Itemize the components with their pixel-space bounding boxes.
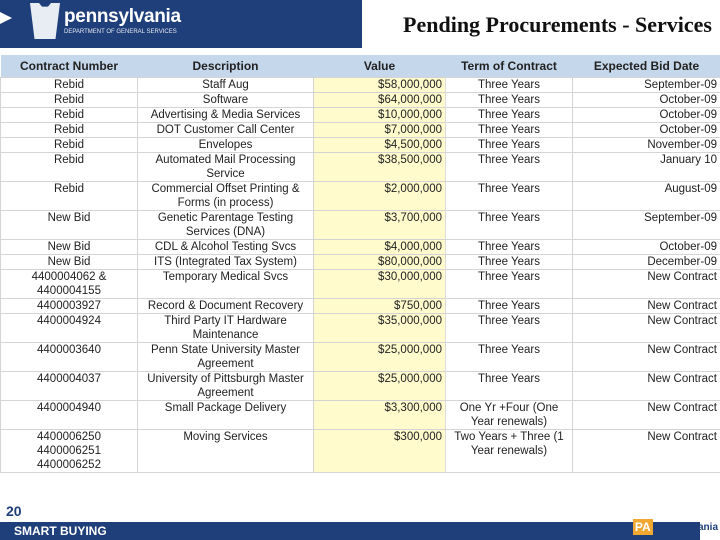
term-cell: Three Years: [446, 342, 573, 371]
description-cell: Staff Aug: [138, 77, 314, 92]
term-cell: Three Years: [446, 313, 573, 342]
bid-date-cell: October-09: [573, 239, 720, 254]
bid-date-cell: November-09: [573, 137, 720, 152]
table-row: [1, 122, 720, 137]
contract-number-cell: 4400004924: [1, 313, 138, 342]
term-cell: One Yr +Four (One Year renewals): [446, 400, 573, 429]
value-cell: $64,000,000: [314, 92, 446, 107]
description-cell: DOT Customer Call Center: [138, 122, 314, 137]
contract-number-cell: Rebid: [1, 152, 138, 181]
description-cell: Temporary Medical Svcs: [138, 269, 314, 298]
bid-date-cell: New Contract: [573, 313, 720, 342]
description-cell: Commercial Offset Printing & Forms (in process): [138, 181, 314, 210]
contract-number-cell: New Bid: [1, 210, 138, 239]
value-cell: $80,000,000: [314, 254, 446, 269]
term-cell: Three Years: [446, 371, 573, 400]
contract-number-cell: Rebid: [1, 107, 138, 122]
bid-date-cell: October-09: [573, 122, 720, 137]
column-header: Expected Bid Date: [573, 55, 720, 77]
description-cell: Genetic Parentage Testing Services (DNA): [138, 210, 314, 239]
bid-date-cell: September-09: [573, 77, 720, 92]
value-cell: $38,500,000: [314, 152, 446, 181]
table-row: [1, 269, 720, 298]
description-cell: Software: [138, 92, 314, 107]
term-cell: Three Years: [446, 210, 573, 239]
description-cell: ITS (Integrated Tax System): [138, 254, 314, 269]
term-cell: Three Years: [446, 152, 573, 181]
table-row: [1, 107, 720, 122]
table-row: [1, 298, 720, 313]
column-header: Description: [138, 55, 314, 77]
column-header: Value: [314, 55, 446, 77]
column-header: Term of Contract: [446, 55, 573, 77]
term-cell: Three Years: [446, 137, 573, 152]
table-row: [1, 137, 720, 152]
contract-number-cell: Rebid: [1, 181, 138, 210]
contract-number-cell: Rebid: [1, 77, 138, 92]
term-cell: Three Years: [446, 122, 573, 137]
value-cell: $750,000: [314, 298, 446, 313]
column-header: Contract Number: [1, 55, 138, 77]
description-cell: Moving Services: [138, 429, 314, 472]
value-cell: $35,000,000: [314, 313, 446, 342]
description-cell: Record & Document Recovery: [138, 298, 314, 313]
term-cell: Three Years: [446, 254, 573, 269]
term-cell: Three Years: [446, 239, 573, 254]
bid-date-cell: October-09: [573, 107, 720, 122]
value-cell: $25,000,000: [314, 342, 446, 371]
description-cell: Automated Mail Processing Service: [138, 152, 314, 181]
value-cell: $10,000,000: [314, 107, 446, 122]
table-row: [1, 152, 720, 181]
arrow-icon: [0, 12, 12, 24]
footer-label: SMART BUYING: [14, 524, 107, 538]
contract-number-cell: Rebid: [1, 137, 138, 152]
value-cell: $7,000,000: [314, 122, 446, 137]
table-row: [1, 371, 720, 400]
bid-date-cell: August-09: [573, 181, 720, 210]
description-cell: Small Package Delivery: [138, 400, 314, 429]
department-name: DEPARTMENT OF GENERAL SERVICES: [64, 29, 177, 35]
page-number: 20: [6, 503, 22, 519]
value-cell: $58,000,000: [314, 77, 446, 92]
pa-logo: [633, 519, 718, 535]
bid-date-cell: New Contract: [573, 371, 720, 400]
value-cell: $3,300,000: [314, 400, 446, 429]
term-cell: Three Years: [446, 77, 573, 92]
pa-logo-text: pennsylvania: [654, 521, 718, 533]
contract-number-cell: 4400004062 & 4400004155: [1, 269, 138, 298]
contract-number-cell: 4400003640: [1, 342, 138, 371]
footer-bar: [0, 522, 700, 540]
value-cell: $25,000,000: [314, 371, 446, 400]
value-cell: $2,000,000: [314, 181, 446, 210]
contract-number-cell: New Bid: [1, 254, 138, 269]
term-cell: Three Years: [446, 298, 573, 313]
description-cell: Advertising & Media Services: [138, 107, 314, 122]
header-banner: [0, 0, 362, 48]
bid-date-cell: New Contract: [573, 429, 720, 472]
table-row: [1, 254, 720, 269]
table-header-row: [1, 55, 720, 77]
description-cell: Penn State University Master Agreement: [138, 342, 314, 371]
value-cell: $4,000,000: [314, 239, 446, 254]
description-cell: University of Pittsburgh Master Agreement: [138, 371, 314, 400]
description-cell: CDL & Alcohol Testing Svcs: [138, 239, 314, 254]
procurements-table-wrap: [0, 55, 720, 473]
page-title: Pending Procurements - Services: [403, 12, 712, 37]
value-cell: $4,500,000: [314, 137, 446, 152]
bid-date-cell: New Contract: [573, 269, 720, 298]
term-cell: Three Years: [446, 107, 573, 122]
contract-number-cell: 4400004940: [1, 400, 138, 429]
term-cell: Three Years: [446, 92, 573, 107]
table-row: [1, 92, 720, 107]
bid-date-cell: New Contract: [573, 298, 720, 313]
procurements-table: [0, 55, 720, 473]
table-row: [1, 342, 720, 371]
contract-number-cell: Rebid: [1, 122, 138, 137]
value-cell: $30,000,000: [314, 269, 446, 298]
description-cell: Third Party IT Hardware Maintenance: [138, 313, 314, 342]
brand-name: pennsylvania: [64, 6, 181, 27]
keystone-logo-icon: [30, 3, 60, 39]
bid-date-cell: January 10: [573, 152, 720, 181]
table-row: [1, 313, 720, 342]
contract-number-cell: 4400003927: [1, 298, 138, 313]
description-cell: Envelopes: [138, 137, 314, 152]
term-cell: Three Years: [446, 181, 573, 210]
bid-date-cell: September-09: [573, 210, 720, 239]
table-row: [1, 239, 720, 254]
contract-number-cell: New Bid: [1, 239, 138, 254]
pa-logo-mark: PA: [634, 520, 651, 534]
bid-date-cell: New Contract: [573, 400, 720, 429]
table-row: [1, 400, 720, 429]
value-cell: $3,700,000: [314, 210, 446, 239]
contract-number-cell: 4400004037: [1, 371, 138, 400]
term-cell: Two Years + Three (1 Year renewals): [446, 429, 573, 472]
term-cell: Three Years: [446, 269, 573, 298]
table-row: [1, 77, 720, 92]
value-cell: $300,000: [314, 429, 446, 472]
contract-number-cell: Rebid: [1, 92, 138, 107]
table-row: [1, 210, 720, 239]
bid-date-cell: New Contract: [573, 342, 720, 371]
contract-number-cell: 4400006250 4400006251 4400006252: [1, 429, 138, 472]
table-row: [1, 429, 720, 472]
bid-date-cell: October-09: [573, 92, 720, 107]
bid-date-cell: December-09: [573, 254, 720, 269]
table-row: [1, 181, 720, 210]
